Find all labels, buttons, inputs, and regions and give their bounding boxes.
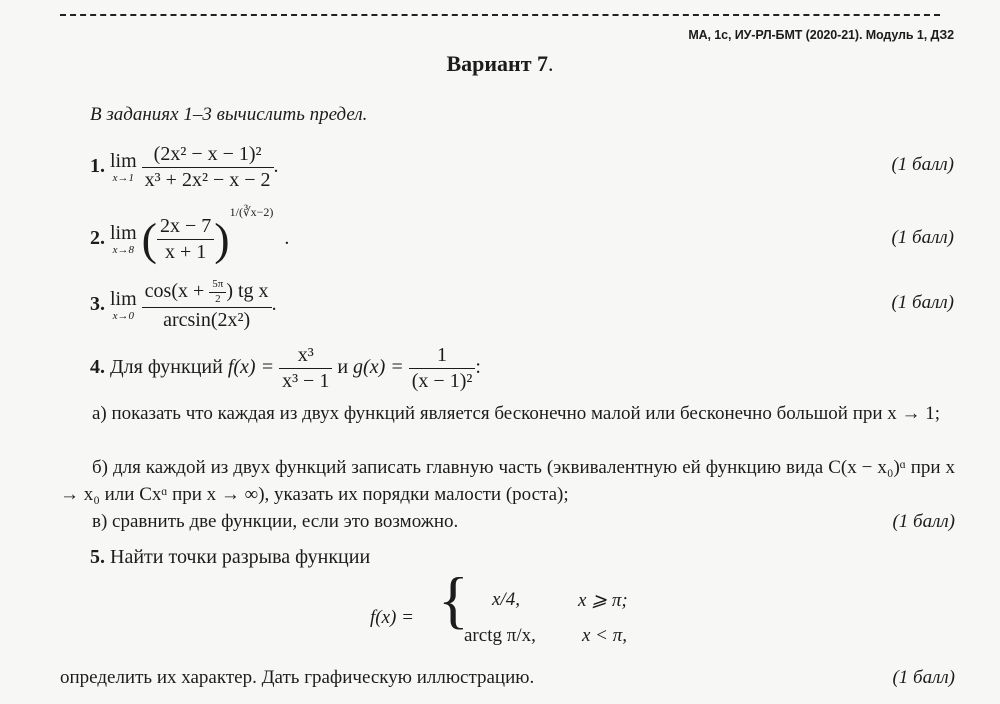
task-4b: б) для каждой из двух функций записать главную часть (эквивалентную ей функцию вида C(x − x₀)ᵅ при x → x₀ или Cxᵅ при x → ∞), указать их порядки малости (роста);: [60, 457, 955, 505]
points-badge: (1 балл): [891, 292, 954, 313]
task-4: 4. Для функций f(x) = $\frac{\text{x³}}{\text{x³ − 1}}$ и g(x) = $\frac{1}{\text{(x − 1)²}}$ :: [90, 344, 481, 392]
task-4c: в) сравнить две функции, если это возможно. (1 балл): [60, 508, 955, 535]
points-badge: (1 балл): [891, 154, 954, 175]
points-badge: (1 балл): [892, 667, 955, 688]
task-number: 3.: [90, 292, 105, 315]
task-3: 3. lim x→0 cos(x + $\frac{5\pi}{2}$ ) tg x arcsin(2x²) . (1 балл): [90, 278, 954, 331]
limit-operator: lim x→8: [110, 221, 137, 256]
task-5-tail: определить их характер. Дать графическую иллюстрацию. (1 балл): [60, 664, 955, 691]
task-1: 1. lim x→1 $\frac{\text{(2x² − x − 1)²}}{\text{x³ + 2x² − x − 2}}$ . (1 балл): [90, 143, 954, 191]
cut-line: [60, 14, 940, 16]
fraction: $\frac{\text{x³}}{\text{x³ − 1}}$: [279, 343, 332, 394]
course-header: МА, 1с, ИУ-РЛ-БМТ (2020-21). Модуль 1, ДЗ2: [688, 28, 954, 42]
limit-operator: lim x→1: [110, 150, 137, 184]
task-number: 4.: [90, 356, 105, 379]
fraction: $\frac{1}{\text{(x − 1)²}}$: [409, 343, 476, 394]
page-title: Вариант 7.: [446, 51, 554, 76]
task-5: 5. Найти точки разрыва функции: [90, 546, 371, 568]
fraction: $\frac{\text{(2x² − x − 1)²}}{\text{x³ + 2x² − x − 2}}$: [142, 142, 274, 193]
fraction: cos(x + $\frac{5\pi}{2}$ ) tg x arcsin(2x²): [142, 278, 272, 333]
piecewise-function: f(x) = { x/4, x ⩾ π; arctg π/x, x < π,: [370, 564, 628, 646]
points-badge: (1 балл): [891, 227, 954, 248]
limit-operator: lim x→0: [110, 287, 137, 322]
task-4a: а) показать что каждая из двух функций является бесконечно малой или бесконечно большой при x → 1;: [92, 403, 941, 424]
exponent: 1/(∛x−2): [229, 205, 274, 219]
points-badge: (1 балл): [892, 511, 955, 532]
intro-text: В заданиях 1–3 вычислить предел.: [90, 104, 368, 125]
task-number: 2.: [90, 227, 105, 249]
task-number: 1.: [90, 155, 105, 178]
fraction: $\frac{2x - 7}{x + 1}$: [157, 214, 214, 265]
task-2: 2. lim x→8 ( $\frac{2x - 7}{x + 1}$ )$^{1/(∛x-2)}$ . (1 балл): [90, 205, 954, 265]
task-number: 5.: [90, 546, 105, 568]
